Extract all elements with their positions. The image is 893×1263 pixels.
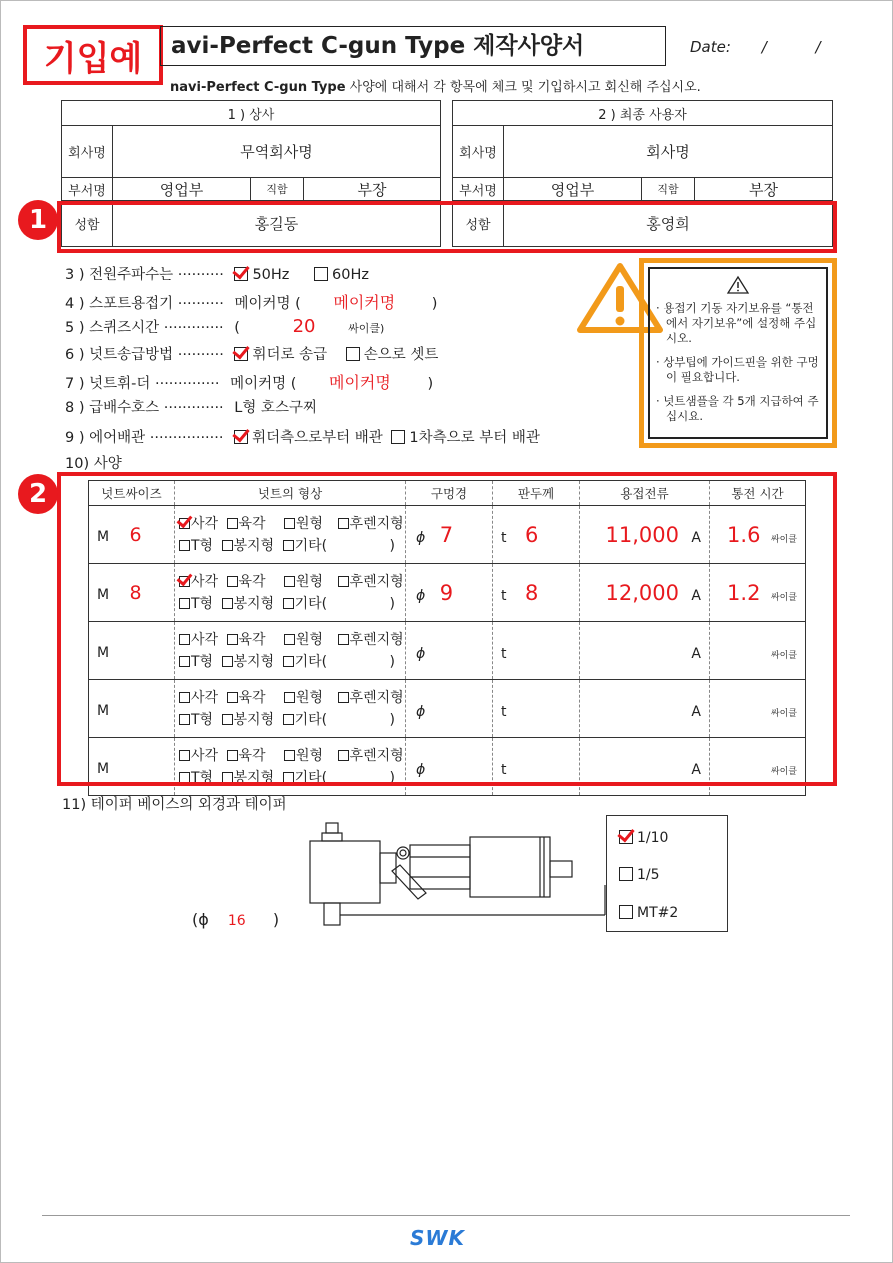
- taper-diameter-close: ): [272, 910, 280, 929]
- trader-company-label: 회사명: [62, 126, 113, 178]
- shape-other: 기타(: [294, 653, 328, 670]
- item-6: [65, 343, 438, 364]
- enduser-pos-value[interactable]: 부장: [695, 178, 833, 201]
- footer-divider: [42, 1215, 850, 1216]
- cycle-unit: 싸이클: [770, 766, 797, 777]
- t-prefix: t: [501, 703, 507, 720]
- shape-round: 원형: [296, 631, 324, 648]
- item-8-label: 8 ) 급배수호스 ·············: [65, 400, 224, 416]
- enduser-heading: 2 ) 최종 사용자: [453, 101, 833, 126]
- checkbox-feeder-side[interactable]: [234, 430, 248, 444]
- t-prefix: t: [501, 761, 507, 778]
- cycle-unit: 싸이클: [770, 592, 797, 603]
- opt-feeder: 휘더로 송급: [252, 347, 328, 363]
- enduser-dept-value[interactable]: 영업부: [504, 178, 642, 201]
- spec-header-shape: 넛트의 형상: [175, 481, 406, 506]
- checkbox-manual[interactable]: [346, 347, 360, 361]
- shape-other: 기타(: [294, 537, 328, 554]
- m-prefix: M: [97, 586, 110, 603]
- shape-other: 기타(: [294, 769, 328, 786]
- amp-unit: A: [691, 645, 701, 662]
- example-stamp: 기입예: [23, 25, 163, 85]
- item-5-open: (: [234, 320, 240, 336]
- badge-1: 1: [18, 200, 58, 240]
- checkbox-taper-mt2[interactable]: [619, 905, 633, 919]
- shape-t: T형: [191, 769, 214, 786]
- shape-flange: 후렌지형: [349, 573, 404, 590]
- shape-t: T형: [191, 537, 214, 554]
- item-3-label: 3 ) 전원주파수는 ··········: [65, 267, 224, 283]
- amp-unit: A: [691, 587, 701, 604]
- nut-size-value: 8: [129, 581, 142, 604]
- time-value: 1.6: [727, 522, 761, 547]
- taper-opt-1: 1/10: [637, 830, 669, 846]
- enduser-dept-label: 부서명: [453, 178, 504, 201]
- trader-dept-label: 부서명: [62, 178, 113, 201]
- opt-primary-side: 1차측으로 부터 배관: [409, 430, 540, 446]
- cycle-unit: 싸이클: [770, 650, 797, 661]
- warning-note-2: · 상부팁에 가이드핀을 위한 구멍이 필요합니다.: [656, 355, 819, 384]
- hole-value: 7: [439, 522, 454, 547]
- item-8-value: L형 호스구찌: [234, 400, 318, 416]
- shape-other-close: ): [389, 595, 395, 612]
- m-prefix: M: [97, 644, 110, 661]
- taper-opt-2: 1/5: [637, 867, 660, 883]
- spec-header-hole: 구멍경: [406, 481, 493, 506]
- shape-hex: 육각: [238, 573, 266, 590]
- item-9-label: 9 ) 에어배관 ················: [65, 430, 224, 446]
- company-logo: SWK: [410, 1226, 465, 1250]
- date-sep-2: /: [815, 38, 821, 56]
- phi-prefix: ϕ: [416, 761, 426, 778]
- taper-diameter-value[interactable]: 16: [227, 913, 246, 929]
- checkbox-primary-side[interactable]: [391, 430, 405, 444]
- shape-hex: 육각: [238, 689, 266, 706]
- checkbox-50hz[interactable]: [234, 267, 248, 281]
- item-4-label: 4 ) 스포트용접기 ··········: [65, 296, 224, 312]
- checkbox-feeder[interactable]: [234, 347, 248, 361]
- cycle-unit: 싸이클: [770, 708, 797, 719]
- shape-hex: 육각: [238, 747, 266, 764]
- item-5-unit: 싸이클): [348, 322, 385, 335]
- shape-square: 사각: [191, 689, 219, 706]
- subtitle: [170, 76, 701, 95]
- phi-prefix: ϕ: [416, 703, 426, 720]
- shape-hex: 육각: [238, 515, 266, 532]
- gun-diagram: [300, 815, 606, 935]
- item-10: 10) 사양: [65, 456, 122, 472]
- checkbox-taper-1-10[interactable]: [619, 830, 633, 844]
- enduser-company-value[interactable]: 회사명: [504, 126, 833, 178]
- item-5-value[interactable]: 20: [292, 316, 316, 337]
- item-7: [65, 370, 433, 393]
- shape-square: 사각: [191, 747, 219, 764]
- highlight-box-2: [57, 472, 837, 786]
- item-5: [65, 316, 384, 337]
- enduser-name-label: 성함: [453, 201, 504, 247]
- m-prefix: M: [97, 702, 110, 719]
- spec-header-thickness: 판두께: [493, 481, 580, 506]
- nut-size-value: 6: [129, 523, 142, 546]
- shape-flange: 후렌지형: [349, 747, 404, 764]
- trader-pos-value[interactable]: 부장: [304, 178, 441, 201]
- enduser-name-value[interactable]: 홍영희: [504, 201, 833, 247]
- current-value: 11,000: [605, 522, 679, 547]
- item-5-label: 5 ) 스퀴즈시간 ·············: [65, 320, 224, 336]
- shape-sealed: 봉지형: [233, 653, 275, 670]
- caution-icon: [726, 275, 750, 295]
- shape-other-close: ): [389, 769, 395, 786]
- item-7-close: ): [427, 376, 434, 392]
- opt-60hz: 60Hz: [332, 267, 369, 283]
- shape-sealed: 봉지형: [233, 769, 275, 786]
- shape-flange: 후렌지형: [349, 631, 404, 648]
- trader-dept-value[interactable]: 영업부: [113, 178, 251, 201]
- item-4-value[interactable]: 메이커명: [333, 293, 396, 312]
- taper-diameter: [192, 910, 279, 929]
- shape-other: 기타(: [294, 711, 328, 728]
- item-7-text: 메이커명 (: [230, 376, 297, 392]
- enduser-pos-label: 직함: [642, 178, 695, 201]
- date-field[interactable]: [690, 38, 821, 56]
- t-prefix: t: [501, 529, 507, 546]
- page-title: avi-Perfect C-gun Type 제작사양서: [160, 26, 666, 66]
- shape-round: 원형: [296, 573, 324, 590]
- taper-options-box: [606, 815, 728, 932]
- m-prefix: M: [97, 528, 110, 545]
- amp-unit: A: [691, 703, 701, 720]
- trader-heading: 1 ) 상사: [62, 101, 441, 126]
- shape-other-close: ): [389, 537, 395, 554]
- shape-round: 원형: [296, 747, 324, 764]
- checkbox-60hz[interactable]: [314, 267, 328, 281]
- item-8: [65, 396, 317, 417]
- item-6-label: 6 ) 넛트송급방법 ··········: [65, 347, 224, 363]
- amp-unit: A: [691, 761, 701, 778]
- thickness-value: 8: [524, 580, 539, 605]
- shape-flange: 후렌지형: [349, 689, 404, 706]
- trader-pos-label: 직함: [251, 178, 304, 201]
- date-label: Date:: [690, 38, 731, 56]
- warning-note-3: · 넛트샘플을 각 5개 지급하여 주십시요.: [656, 394, 819, 423]
- amp-unit: A: [691, 529, 701, 546]
- shape-square: 사각: [191, 573, 219, 590]
- taper-heading: 11) 테이퍼 베이스의 외경과 테이퍼: [62, 797, 287, 813]
- taper-diameter-open: (ϕ: [192, 910, 209, 929]
- item-4: [65, 290, 437, 313]
- warning-box: [639, 258, 837, 448]
- item-3: [65, 263, 369, 284]
- item-7-label: 7 ) 넛트휘-더 ··············: [65, 376, 220, 392]
- time-value: 1.2: [727, 580, 761, 605]
- shape-t: T형: [191, 653, 214, 670]
- item-7-value[interactable]: 메이커명: [329, 373, 391, 392]
- opt-manual: 손으로 셋트: [363, 347, 439, 363]
- shape-square: 사각: [191, 631, 219, 648]
- shape-round: 원형: [296, 515, 324, 532]
- spec-header-current: 용접전류: [580, 481, 710, 506]
- hole-value: 9: [439, 580, 454, 605]
- date-sep-1: /: [761, 38, 767, 56]
- item-9: [65, 426, 540, 447]
- shape-other: 기타(: [294, 595, 328, 612]
- opt-feeder-side: 휘더측으로부터 배관: [252, 430, 383, 446]
- shape-other-close: ): [389, 653, 395, 670]
- shape-round: 원형: [296, 689, 324, 706]
- t-prefix: t: [501, 645, 507, 662]
- t-prefix: t: [501, 587, 507, 604]
- enduser-company-label: 회사명: [453, 126, 504, 178]
- shape-other-close: ): [389, 711, 395, 728]
- badge-2: 2: [18, 474, 58, 514]
- shape-square: 사각: [191, 515, 219, 532]
- item-4-close: ): [431, 296, 438, 312]
- shape-sealed: 봉지형: [233, 595, 275, 612]
- opt-50hz: 50Hz: [252, 267, 290, 283]
- shape-t: T형: [191, 711, 214, 728]
- highlight-box-1: [57, 201, 837, 253]
- thickness-value: 6: [524, 522, 539, 547]
- phi-prefix: ϕ: [416, 529, 426, 546]
- taper-opt-3: MT#2: [637, 905, 679, 921]
- shape-t: T형: [191, 595, 214, 612]
- subtitle-text: 사양에 대해서 각 항목에 체크 및 기입하시고 회신해 주십시오.: [345, 80, 701, 95]
- subtitle-brand: navi-Perfect C-gun Type: [170, 80, 346, 95]
- trader-company-value[interactable]: 무역회사명: [113, 126, 441, 178]
- shape-sealed: 봉지형: [233, 537, 275, 554]
- trader-name-label: 성함: [62, 201, 113, 247]
- shape-sealed: 봉지형: [233, 711, 275, 728]
- phi-prefix: ϕ: [416, 645, 426, 662]
- spec-header-size: 넛트싸이즈: [89, 481, 175, 506]
- cycle-unit: 싸이클: [770, 534, 797, 545]
- m-prefix: M: [97, 760, 110, 777]
- shape-hex: 육각: [238, 631, 266, 648]
- phi-prefix: ϕ: [416, 587, 426, 604]
- current-value: 12,000: [605, 580, 679, 605]
- shape-flange: 후렌지형: [349, 515, 404, 532]
- trader-name-value[interactable]: 홍길동: [113, 201, 441, 247]
- item-4-text: 메이커명 (: [234, 296, 301, 312]
- spec-header-time: 통전 시간: [710, 481, 806, 506]
- checkbox-taper-1-5[interactable]: [619, 867, 633, 881]
- warning-note-1: · 용접기 기동 자기보유를 “통전에서 자기보유”에 설정해 주십시오.: [656, 301, 817, 345]
